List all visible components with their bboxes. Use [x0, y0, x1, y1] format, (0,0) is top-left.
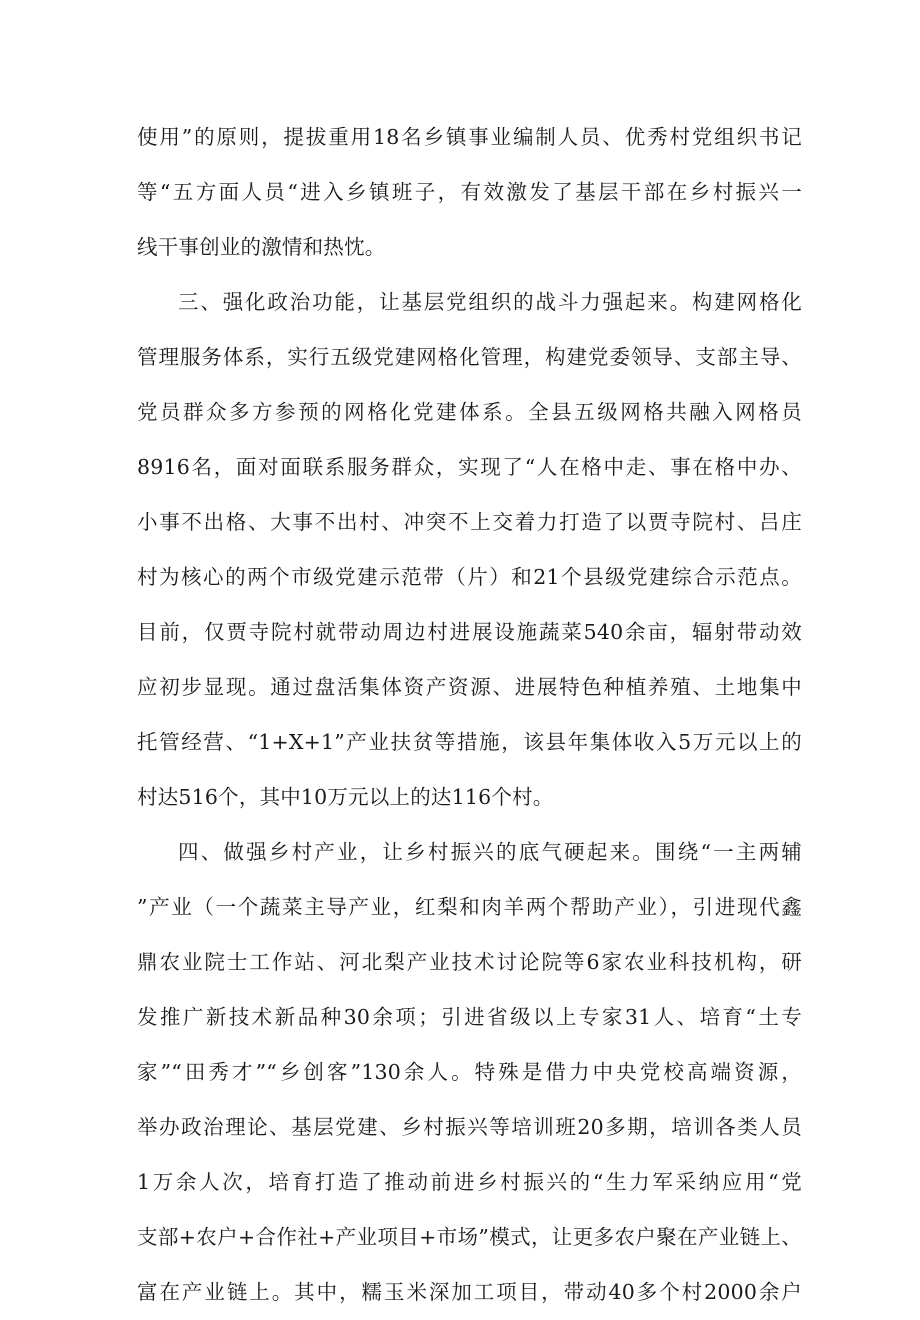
- text-line: 1万余人次，培育打造了推动前进乡村振兴的“生力军采纳应用“党: [137, 1170, 802, 1194]
- text-line: 村达516个，其中10万元以上的达116个村。: [137, 785, 554, 809]
- text-line: 目前，仅贾寺院村就带动周边村进展设施蔬菜540余亩，辐射带动效: [137, 620, 802, 644]
- text-line: 使用”的原则，提拔重用18名乡镇事业编制人员、优秀村党组织书记: [137, 125, 802, 149]
- text-line: 支部+农户+合作社+产业项目+市场”模式，让更多农户聚在产业链上、: [137, 1225, 802, 1249]
- text-line: 鼎农业院士工作站、河北梨产业技术讨论院等6家农业科技机构，研: [137, 950, 802, 974]
- text-line: 托管经营、“1+X+1”产业扶贫等措施，该县年集体收入5万元以上的: [137, 730, 802, 754]
- body-text: [137, 110, 802, 1320]
- text-line: ”产业（一个蔬菜主导产业，红梨和肉羊两个帮助产业），引进现代鑫: [137, 895, 802, 919]
- text-line: 等“五方面人员“进入乡镇班子，有效激发了基层干部在乡村振兴一: [137, 180, 802, 204]
- text-line: 8916名，面对面联系服务群众，实现了“人在格中走、事在格中办、: [137, 455, 802, 479]
- text-line: 举办政治理论、基层党建、乡村振兴等培训班20多期，培训各类人员: [137, 1115, 802, 1139]
- text-line: 党员群众多方参预的网格化党建体系。全县五级网格共融入网格员: [137, 400, 802, 424]
- text-line: 发推广新技术新品种30余项；引进省级以上专家31人、培育“土专: [137, 1005, 802, 1029]
- text-line: 家”“田秀才”“乡创客”130余人。特殊是借力中央党校高端资源，: [137, 1060, 802, 1084]
- text-line: 管理服务体系，实行五级党建网格化管理，构建党委领导、支部主导、: [137, 345, 802, 369]
- section-heading-line: 三、强化政治功能，让基层党组织的战斗力强起来。构建网格化: [178, 290, 802, 314]
- text-line: 小事不出格、大事不出村、冲突不上交着力打造了以贾寺院村、吕庄: [137, 510, 802, 534]
- text-line: 村为核心的两个市级党建示范带（片）和21个县级党建综合示范点。: [137, 565, 802, 589]
- text-line: 线干事创业的激情和热忱。: [137, 235, 386, 259]
- text-line: 应初步显现。通过盘活集体资产资源、进展特色种植养殖、土地集中: [137, 675, 802, 699]
- section-heading-line: 四、做强乡村产业，让乡村振兴的底气硬起来。围绕“一主两辅: [178, 840, 802, 864]
- text-line: 富在产业链上。其中，糯玉米深加工项目，带动40多个村2000余户: [137, 1280, 802, 1304]
